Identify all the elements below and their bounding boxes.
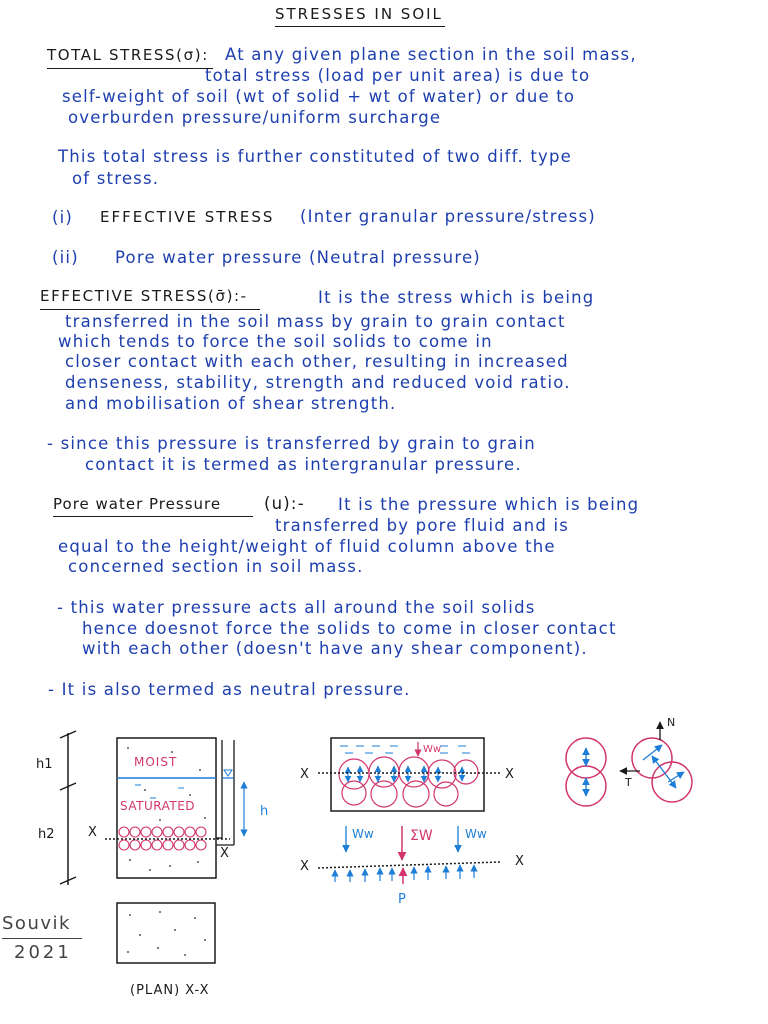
effective-stress-line-2: transferred in the soil mass by grain to grain contact (65, 312, 566, 331)
total-stress-para2-line-2: of stress. (72, 169, 160, 188)
grain-pair-diagram (566, 716, 692, 806)
x2-right-label: X (505, 767, 514, 782)
p-label: P (398, 892, 406, 907)
signature-year: 2021 (14, 942, 72, 963)
grain-contact-diagram (300, 738, 524, 907)
h-label: h (260, 804, 269, 819)
pore-water-line-1: It is the pressure which is being (338, 495, 640, 514)
pore-water-bullet1-line-3: with each other (doesn't have any shear component). (82, 639, 588, 658)
x-left-label: X (88, 825, 97, 840)
list-item-2-text: Pore water pressure (Neutral pressure) (115, 248, 481, 267)
pore-water-bullet1-line-1: - this water pressure acts all around the soil solids (57, 598, 536, 617)
x3-left-label: X (300, 859, 309, 874)
pore-water-heading: Pore water Pressure (53, 495, 222, 513)
total-stress-underline (47, 68, 213, 69)
effective-stress-bullet-line-2: contact it is termed as intergranular pressure. (85, 455, 522, 474)
signature-underline (2, 938, 82, 939)
list-item-1-note: (Inter granular pressure/stress) (300, 207, 596, 226)
x-right-label: X (220, 846, 229, 861)
pore-water-underline (53, 516, 253, 517)
signature-name: Souvik (2, 913, 71, 934)
total-stress-line-2: total stress (load per unit area) is due to (205, 66, 591, 85)
plan-label: (PLAN) X-X (130, 983, 210, 998)
ww-left-label: Ww (352, 827, 374, 841)
total-stress-line-1: At any given plane section in the soil mass, (225, 45, 637, 64)
list-item-1-number: (i) (52, 208, 74, 227)
total-stress-heading: TOTAL STRESS(σ): (47, 46, 209, 64)
total-stress-line-4: overburden pressure/uniform surcharge (68, 108, 442, 127)
list-item-2-number: (ii) (52, 248, 79, 267)
plan-box (117, 903, 215, 963)
total-stress-para2-line-1: This total stress is further constituted of two diff. type (58, 147, 573, 166)
page-title: STRESSES IN SOIL (275, 5, 443, 23)
effective-stress-line-5: denseness, stability, strength and reduced void ratio. (65, 373, 571, 392)
moist-label: MOIST (134, 755, 178, 769)
saturated-label: SATURATED (120, 799, 196, 813)
soil-stress-figures (0, 715, 768, 1024)
pore-water-line-2: transferred by pore fluid and is (275, 516, 570, 535)
effective-stress-line-3: which tends to force the soil solids to come in (58, 332, 493, 351)
total-stress-line-3: self-weight of soil (wt of solid + wt of water) or due to (62, 87, 576, 106)
ww-top-label: Ww (423, 744, 442, 755)
title-underline (275, 26, 445, 27)
pore-water-bullet1-line-2: hence doesnot force the solids to come in closer contact (82, 619, 617, 638)
h2-label: h2 (38, 827, 55, 842)
effective-stress-line-1: It is the stress which is being (318, 288, 595, 307)
effective-stress-bullet-line-1: - since this pressure is transferred by grain to grain (47, 434, 536, 453)
effective-stress-underline (40, 309, 260, 310)
effective-stress-line-4: closer contact with each other, resulting in increased (65, 352, 569, 371)
effective-stress-line-6: and mobilisation of shear strength. (65, 394, 397, 413)
n-label: N (667, 716, 676, 729)
pore-water-line-3: equal to the height/weight of fluid column above the (58, 537, 556, 556)
x3-right-label: X (515, 854, 524, 869)
h1-label: h1 (36, 757, 53, 772)
x2-left-label: X (300, 767, 309, 782)
pore-water-line-4: concerned section in soil mass. (68, 557, 364, 576)
ww-right-label: Ww (465, 827, 487, 841)
list-item-1-text: EFFECTIVE STRESS (100, 208, 275, 226)
sum-w-label: ΣW (410, 828, 433, 844)
effective-stress-heading: EFFECTIVE STRESS(σ̄):- (40, 287, 248, 305)
tau-label: T (625, 776, 632, 789)
pore-water-bullet2: - It is also termed as neutral pressure. (48, 680, 411, 699)
pore-water-symbol: (u):- (264, 494, 305, 513)
